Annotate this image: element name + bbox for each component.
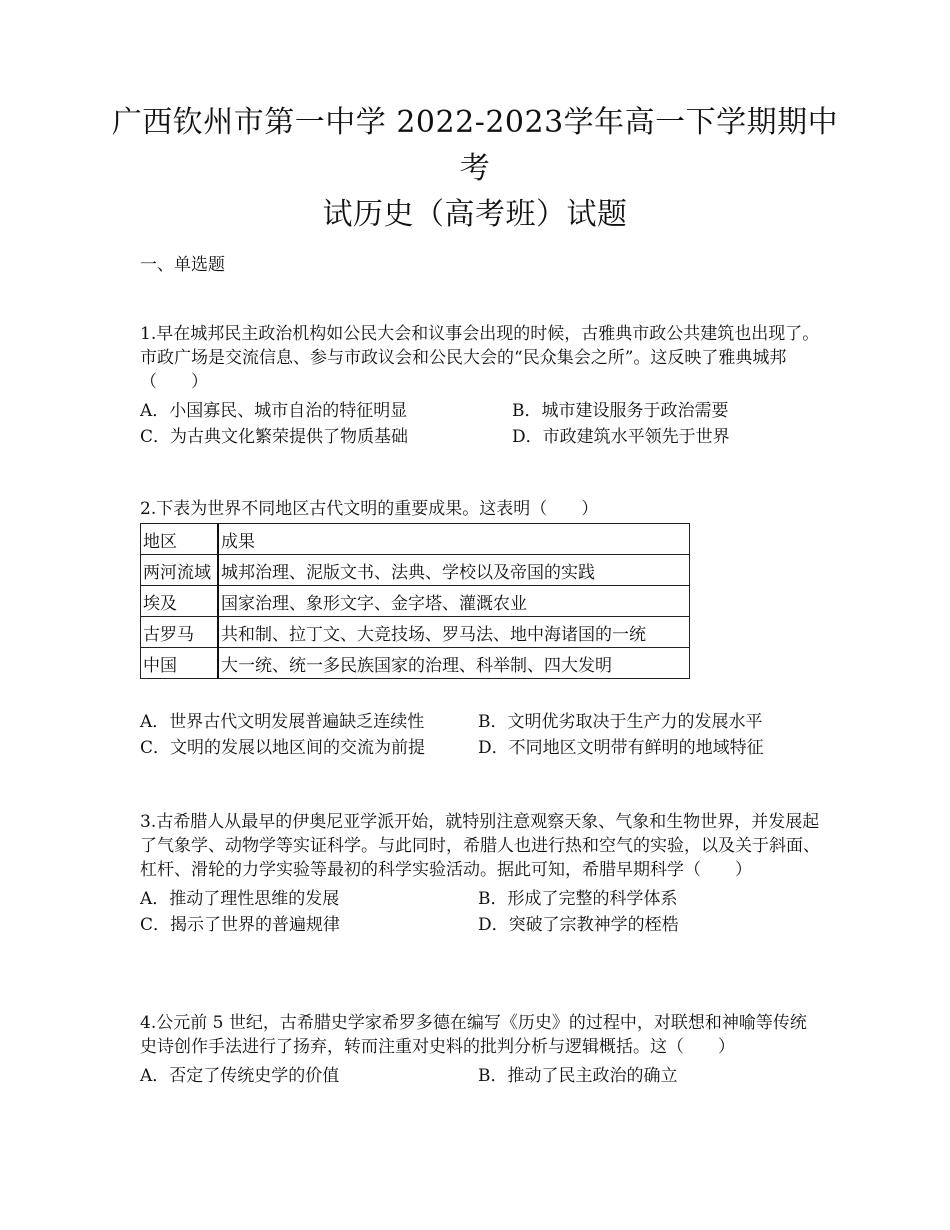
table-cell-region: 埃及 [141,586,219,617]
section-heading: 一、单选题 [140,255,225,275]
question-1 [140,322,820,450]
question-3-option-b[interactable]: B．形成了完整的科学体系 [478,889,678,909]
table-row [141,617,690,648]
question-3-options [140,886,820,938]
question-1-option-b[interactable]: B．城市建设服务于政治需要 [512,401,729,421]
table-cell-region: 古罗马 [141,617,219,648]
question-3-stem: 3.古希腊人从最早的伊奥尼亚学派开始，就特别注意观察天象、气象和生物世界，并发展起了气象学、动物学等实证科学。与此同时，希腊人也进行热和空气的实验，以及关于斜面、杠杆、滑轮的力学实验等最初的科学实验活动。据此可知，希腊早期科学（ ） [140,812,820,880]
question-2-options [140,709,820,761]
question-1-option-a[interactable]: A．小国寡民、城市自治的特征明显 [140,401,408,421]
table-header-row [141,524,690,555]
table-header-region: 地区 [141,524,219,555]
table-header-achievements: 成果 [218,524,690,555]
table-cell-region: 中国 [141,648,219,679]
question-3-option-d[interactable]: D．突破了宗教神学的桎梏 [478,915,679,935]
question-4-option-a[interactable]: A．否定了传统史学的价值 [140,1066,340,1086]
question-2-option-c[interactable]: C．文明的发展以地区间的交流为前提 [140,738,426,758]
question-2 [140,497,820,521]
question-4-stem: 4.公元前 5 世纪，古希腊史学家希罗多德在编写《历史》的过程中，对联想和神喻等传统史诗创作手法进行了扬弃，转而注重对史料的批判分析与逻辑概括。这（ ） [140,1013,807,1057]
question-2-option-b[interactable]: B．文明优劣取决于生产力的发展水平 [478,712,763,732]
table-row [141,555,690,586]
question-1-options [140,398,820,450]
table-cell-achievements: 国家治理、象形文字、金字塔、灌溉农业 [218,586,690,617]
question-1-option-d[interactable]: D．市政建筑水平领先于世界 [512,427,730,447]
table-cell-achievements: 共和制、拉丁文、大竞技场、罗马法、地中海诸国的一统 [218,617,690,648]
question-2-option-a[interactable]: A．世界古代文明发展普遍缺乏连续性 [140,712,425,732]
question-3-option-a[interactable]: A．推动了理性思维的发展 [140,889,340,909]
table-cell-achievements: 城邦治理、泥版文书、法典、学校以及帝国的实践 [218,555,690,586]
question-2-stem: 2.下表为世界不同地区古代文明的重要成果。这表明（ ） [140,499,599,519]
question-3 [140,810,820,938]
title-line-2: 试历史（高考班）试题 [322,197,628,232]
title-line-1: 广西钦州市第一中学 2022-2023学年高一下学期期中考 [111,105,839,186]
table-cell-region: 两河流域 [141,555,219,586]
table-row [141,586,690,617]
question-1-option-c[interactable]: C．为古典文化繁荣提供了物质基础 [140,427,409,447]
question-4-options [140,1063,820,1089]
page-title [100,100,850,238]
civilization-table [140,523,690,679]
table-cell-achievements: 大一统、统一多民族国家的治理、科举制、四大发明 [218,648,690,679]
table-row [141,648,690,679]
question-4 [140,1011,820,1089]
question-2-option-d[interactable]: D．不同地区文明带有鲜明的地域特征 [478,738,764,758]
question-4-option-b[interactable]: B．推动了民主政治的确立 [478,1066,678,1086]
question-3-option-c[interactable]: C．揭示了世界的普遍规律 [140,915,341,935]
question-1-stem: 1.早在城邦民主政治机构如公民大会和议事会出现的时候，古雅典市政公共建筑也出现了。市政广场是交流信息、参与市政议会和公民大会的“民众集会之所”。这反映了雅典城邦（ ） [140,324,820,392]
